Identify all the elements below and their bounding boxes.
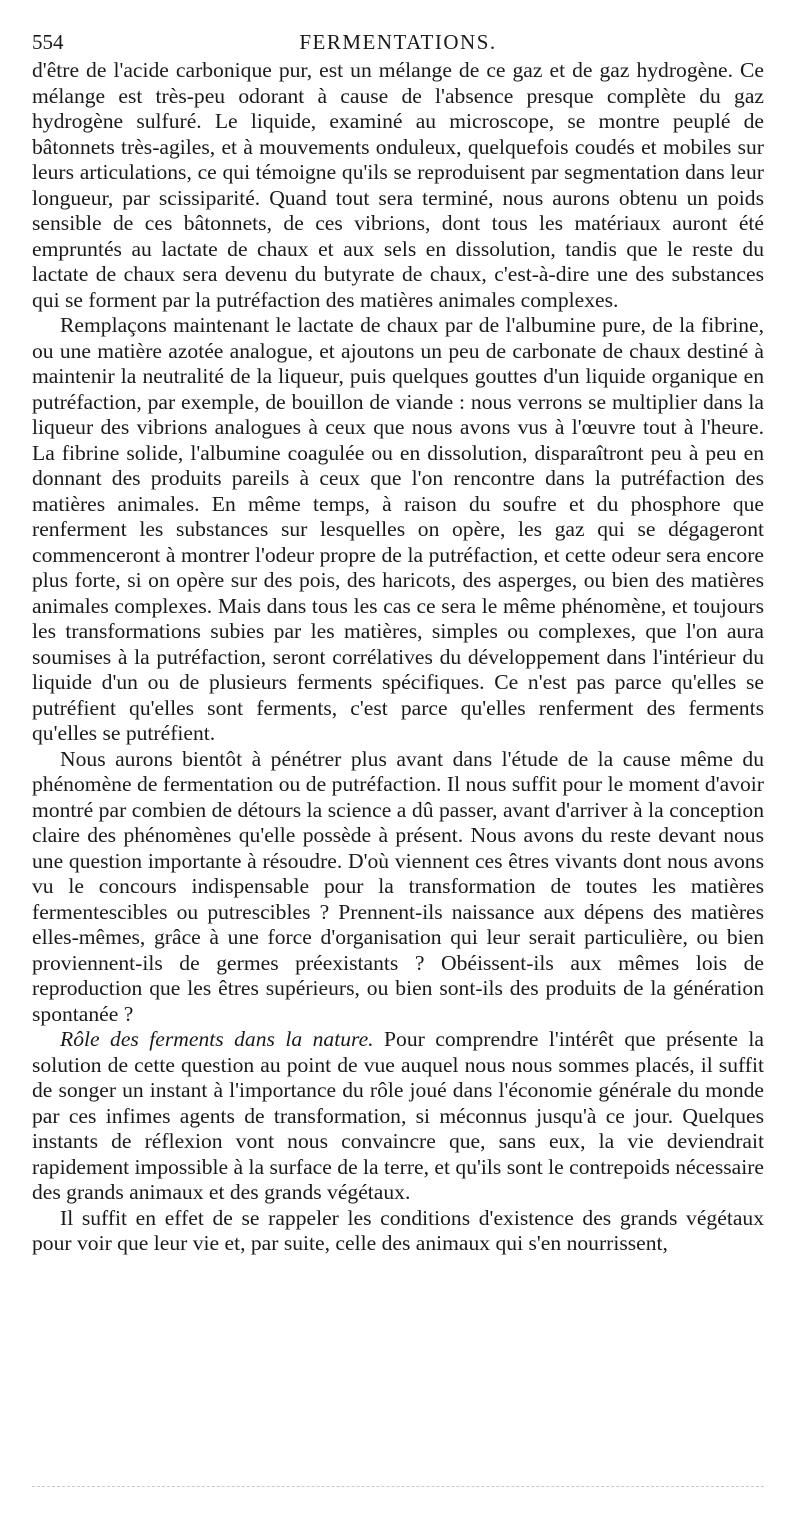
paragraph-5: Il suffit en effet de se rappeler les conditions d'existence des grands végétaux pour voir que leur vie et, par suite, celle des animaux qui s'en nourrissent, <box>32 1205 764 1255</box>
page-number: 554 <box>32 30 64 54</box>
paragraph-2: Remplaçons maintenant le lactate de chaux par de l'albumine pure, de la fibrine, ou une matière azotée analogue, et ajoutons un peu de carbonate de chaux destiné à maintenir la neutralité de la liqueur, puis quelques gouttes d'un liquide organique en putréfaction, par exemple, de bouillon de viande : nous verrons se multiplier dans la liqueur des vibrions analogues à ceux que nous avons vus à l'œuvre tout à l'heure. La fibrine solide, l'albumine coagulée ou en dissolution, disparaîtront peu à peu en donnant des produits pareils à ceux que l'on rencontre dans la putréfaction des matières animales. En même temps, à raison du soufre et du phosphore que renferment les substances sur lesquelles on opère, les gaz qui se dégageront commenceront à montrer l'odeur propre de la putréfaction, et cette odeur sera encore plus forte, si on opère sur des pois, des haricots, des asperges, ou bien des matières animales complexes. Mais dans tous les cas ce sera le même phénomène, et toujours les transformations subies par les matières, simples ou complexes, que l'on aura soumises à la putréfaction, seront corrélatives du développement dans l'intérieur du liquide d'un ou de plusieurs ferments spécifiques. Ce n'est pas parce qu'elles se putréfient qu'elles sont ferments, c'est parce qu'elles renferment des ferments qu'elles se putréfient. <box>32 313 764 745</box>
book-page <box>32 24 764 1257</box>
paragraph-3: Nous aurons bientôt à pénétrer plus avant dans l'étude de la cause même du phénomène de fermentation ou de putréfaction. Il nous suffit pour le moment d'avoir montré par combien de détours la science a dû passer, avant d'arriver à la conception claire des phénomènes qu'elle possède à présent. Nous avons du reste devant nous une question importante à résoudre. D'où viennent ces êtres vivants dont nous avons vu le concours indispensable pour la transformation de toutes les matières fermentescibles ou putrescibles ? Prennent-ils naissance aux dépens des matières elles-mêmes, grâce à une force d'organisation qui leur serait particulière, ou bien proviennent-ils de germes préexistants ? Obéissent-ils aux mêmes lois de reproduction que les êtres supérieurs, ou bien sont-ils des produits de la génération spontanée ? <box>32 746 764 1026</box>
paragraph-4 <box>32 1027 764 1206</box>
paragraph-4-text: Pour comprendre l'intérêt que présente la solution de cette question au point de vue auquel nous nous sommes placés, il suffit de songer un instant à l'importance du rôle joué dans l'économie générale du monde par ces infimes agents de transformation, si méconnus jusqu'à ce jour. Quelques instants de réflexion vont nous convaincre que, sans eux, la vie deviendrait rapidement impossible à la surface de la terre, et qu'ils sont le contrepoids nécessaire des grands animaux et des grands végétaux. <box>32 1027 764 1204</box>
running-title: FERMENTATIONS. <box>299 30 497 54</box>
page-header <box>32 24 764 58</box>
paragraph-1: d'être de l'acide carbonique pur, est un mélange de ce gaz et de gaz hydrogène. Ce mélange est très-peu odorant à cause de l'absence presque complète du gaz hydrogène sulfuré. Le liquide, examiné au microscope, se montre peuplé de bâtonnets très-agiles, et à mouvements onduleux, quelquefois coudés et mobiles sur leurs articulations, ce qui témoigne qu'ils se reproduisent par segmentation dans leur longueur, par scissiparité. Quand tout sera terminé, nous aurons obtenu un poids sensible de ces bâtonnets, de ces vibrions, dont tous les matériaux auront été empruntés au lactate de chaux et aux sels en dissolution, tandis que le reste du lactate de chaux sera devenu du butyrate de chaux, c'est-à-dire une des substances qui se forment par la putréfaction des matières animales complexes. <box>32 58 764 312</box>
section-heading: Rôle des ferments dans la nature. <box>60 1027 374 1051</box>
page-bottom-artifact <box>32 1486 764 1488</box>
